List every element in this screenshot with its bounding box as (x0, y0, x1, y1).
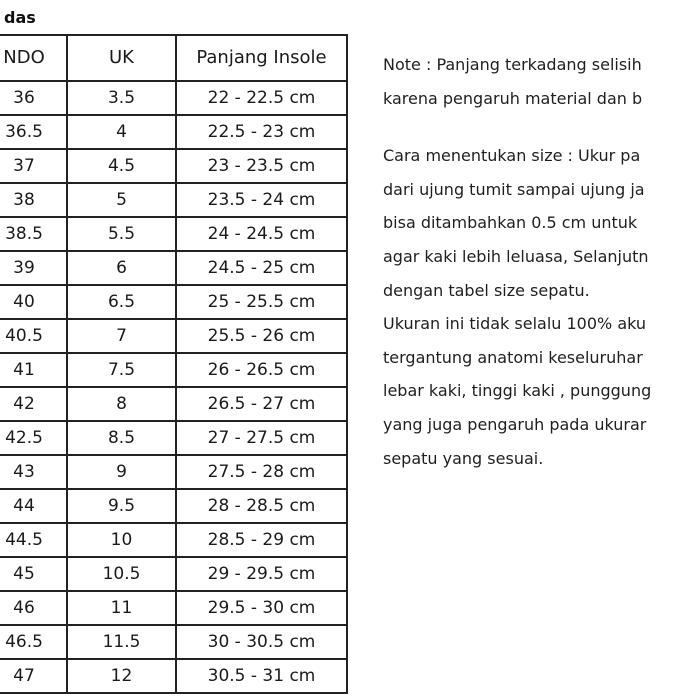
cell-insole: 27 - 27.5 cm (176, 421, 347, 455)
header-uk: UK (67, 35, 176, 81)
cell-indo: 40 (0, 285, 67, 319)
cell-uk: 9.5 (67, 489, 176, 523)
table-row (0, 353, 347, 387)
cell-insole: 25.5 - 26 cm (176, 319, 347, 353)
howto-line: sepatu yang sesuai. (383, 448, 544, 468)
table-row (0, 455, 347, 489)
howto-line: Ukuran ini tidak selalu 100% aku (383, 314, 647, 334)
cell-insole: 29 - 29.5 cm (176, 557, 347, 591)
table-row (0, 489, 347, 523)
cell-insole: 22.5 - 23 cm (176, 115, 347, 149)
table-row (0, 659, 347, 693)
cell-insole: 23.5 - 24 cm (176, 183, 347, 217)
cell-uk: 6 (67, 251, 176, 285)
cell-uk: 12 (67, 659, 176, 693)
header-indo: NDO (0, 35, 67, 81)
cell-uk: 10 (67, 523, 176, 557)
cell-insole: 24.5 - 25 cm (176, 251, 347, 285)
cell-indo: 46 (0, 591, 67, 625)
cell-insole: 24 - 24.5 cm (176, 217, 347, 251)
cell-uk: 4 (67, 115, 176, 149)
table-row (0, 115, 347, 149)
howto-line: Cara menentukan size : Ukur pa (383, 146, 641, 166)
size-notes (383, 48, 700, 475)
cell-uk: 9 (67, 455, 176, 489)
cell-uk: 7 (67, 319, 176, 353)
cell-uk: 8.5 (67, 421, 176, 455)
howto-line: dengan tabel size sepatu. (383, 280, 590, 300)
table-header-row (0, 35, 347, 81)
howto-line: dari ujung tumit sampai ujung ja (383, 179, 645, 199)
cell-insole: 29.5 - 30 cm (176, 591, 347, 625)
note-line: karena pengaruh material dan b (383, 88, 643, 108)
cell-indo: 44 (0, 489, 67, 523)
table-row (0, 625, 347, 659)
cell-indo: 36.5 (0, 115, 67, 149)
cell-insole: 28.5 - 29 cm (176, 523, 347, 557)
cell-uk: 5.5 (67, 217, 176, 251)
table-row (0, 591, 347, 625)
howto-line: tergantung anatomi keseluruhar (383, 347, 643, 367)
cell-indo: 44.5 (0, 523, 67, 557)
cell-insole: 22 - 22.5 cm (176, 81, 347, 115)
howto-line: lebar kaki, tinggi kaki , punggung (383, 381, 652, 401)
cell-indo: 40.5 (0, 319, 67, 353)
cell-indo: 43 (0, 455, 67, 489)
table-row (0, 319, 347, 353)
cell-insole: 25 - 25.5 cm (176, 285, 347, 319)
howto-line: agar kaki lebih leluasa, Selanjutn (383, 246, 649, 266)
cell-uk: 7.5 (67, 353, 176, 387)
cell-insole: 28 - 28.5 cm (176, 489, 347, 523)
cell-uk: 11.5 (67, 625, 176, 659)
cell-insole: 30.5 - 31 cm (176, 659, 347, 693)
cell-insole: 26 - 26.5 cm (176, 353, 347, 387)
howto-line: bisa ditambahkan 0.5 cm untuk (383, 213, 638, 233)
cell-insole: 26.5 - 27 cm (176, 387, 347, 421)
note-line: Note : Panjang terkadang selisih (383, 55, 642, 74)
cell-indo: 38 (0, 183, 67, 217)
size-chart-table (0, 34, 348, 694)
cell-indo: 42.5 (0, 421, 67, 455)
table-body (0, 81, 347, 693)
cell-indo: 46.5 (0, 625, 67, 659)
paragraph-gap (383, 115, 700, 139)
cell-uk: 11 (67, 591, 176, 625)
cell-uk: 6.5 (67, 285, 176, 319)
cell-indo: 37 (0, 149, 67, 183)
table-row (0, 81, 347, 115)
cell-uk: 5 (67, 183, 176, 217)
cell-indo: 42 (0, 387, 67, 421)
howto-line: yang juga pengaruh pada ukurar (383, 414, 647, 434)
table-row (0, 523, 347, 557)
cell-uk: 10.5 (67, 557, 176, 591)
cell-insole: 27.5 - 28 cm (176, 455, 347, 489)
cell-uk: 3.5 (67, 81, 176, 115)
cell-indo: 41 (0, 353, 67, 387)
table-row (0, 217, 347, 251)
table-row (0, 149, 347, 183)
cell-indo: 45 (0, 557, 67, 591)
cell-insole: 30 - 30.5 cm (176, 625, 347, 659)
brand-title: das (4, 8, 36, 27)
table-row (0, 285, 347, 319)
table-row (0, 557, 347, 591)
table-row (0, 421, 347, 455)
header-insole-length: Panjang Insole (176, 35, 347, 81)
cell-uk: 4.5 (67, 149, 176, 183)
table-row (0, 251, 347, 285)
table-row (0, 387, 347, 421)
cell-insole: 23 - 23.5 cm (176, 149, 347, 183)
cell-indo: 47 (0, 659, 67, 693)
table-row (0, 183, 347, 217)
cell-indo: 38.5 (0, 217, 67, 251)
cell-indo: 36 (0, 81, 67, 115)
cell-uk: 8 (67, 387, 176, 421)
cell-indo: 39 (0, 251, 67, 285)
